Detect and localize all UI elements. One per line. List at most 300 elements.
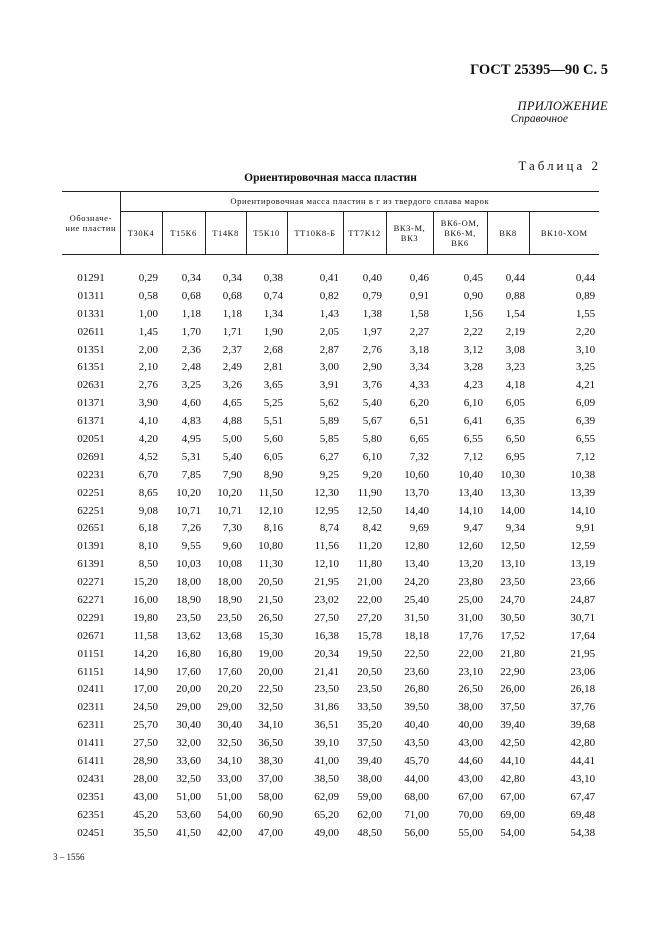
- mass-value-cell: 20,50: [357, 665, 382, 678]
- mass-value-cell: 19,00: [258, 647, 283, 660]
- mass-value-cell: 5,00: [222, 432, 242, 445]
- mass-value-cell: 13,10: [500, 558, 525, 571]
- mass-value-cell: 0,40: [362, 271, 382, 284]
- mass-value-cell: 0,68: [181, 289, 201, 302]
- mass-value-cell: 6,65: [409, 432, 429, 445]
- mass-value-cell: 14,90: [133, 665, 158, 678]
- column-header: ТТ7К12: [343, 212, 386, 255]
- mass-value-cell: 27,50: [314, 611, 339, 624]
- mass-value-cell: 0,68: [222, 289, 242, 302]
- mass-value-cell: 6,39: [575, 415, 596, 428]
- mass-value-cell: 6,10: [362, 450, 382, 463]
- mass-value-cell: 32,50: [176, 772, 201, 785]
- table-row: [62, 502, 599, 520]
- plate-designation-cell: 02231: [77, 468, 105, 481]
- mass-value-cell: 11,50: [258, 486, 283, 499]
- mass-value-cell: 14,40: [404, 504, 429, 517]
- mass-value-cell: 8,10: [138, 540, 158, 553]
- mass-value-cell: 5,40: [362, 397, 382, 410]
- mass-value-cell: 43,00: [458, 772, 483, 785]
- mass-value-cell: 25,00: [458, 593, 483, 606]
- mass-value-cell: 0,38: [263, 271, 283, 284]
- mass-value-cell: 19,80: [133, 611, 158, 624]
- mass-value-cell: 0,44: [505, 271, 525, 284]
- mass-value-cell: 37,00: [258, 772, 283, 785]
- mass-value-cell: 26,80: [404, 683, 429, 696]
- mass-value-cell: 26,00: [500, 683, 525, 696]
- mass-value-cell: 3,08: [505, 343, 525, 356]
- mass-value-cell: 43,10: [570, 772, 596, 785]
- mass-value-cell: 20,34: [314, 647, 339, 660]
- mass-value-cell: 21,50: [258, 593, 283, 606]
- mass-value-cell: 9,47: [463, 522, 483, 535]
- mass-value-cell: 43,50: [404, 737, 429, 750]
- mass-value-cell: 49,00: [314, 826, 339, 839]
- mass-value-cell: 67,47: [570, 790, 596, 803]
- mass-value-cell: 41,50: [176, 826, 201, 839]
- mass-value-cell: 1,18: [181, 307, 201, 320]
- mass-table: [62, 191, 599, 842]
- mass-value-cell: 59,00: [357, 790, 382, 803]
- mass-value-cell: 2,27: [409, 325, 429, 338]
- mass-value-cell: 5,60: [263, 432, 283, 445]
- mass-value-cell: 22,00: [458, 647, 483, 660]
- mass-value-cell: 7,12: [463, 450, 483, 463]
- mass-value-cell: 42,80: [570, 737, 596, 750]
- mass-value-cell: 41,00: [314, 754, 339, 767]
- mass-value-cell: 4,60: [181, 397, 201, 410]
- table-row: [62, 680, 599, 698]
- mass-value-cell: 6,55: [575, 432, 596, 445]
- column-header: Т15К6: [162, 212, 205, 255]
- mass-value-cell: 3,76: [362, 379, 382, 392]
- mass-value-cell: 9,20: [362, 468, 382, 481]
- mass-value-cell: 7,30: [222, 522, 242, 535]
- mass-value-cell: 53,60: [176, 808, 201, 821]
- mass-value-cell: 11,80: [357, 558, 382, 571]
- mass-value-cell: 2,68: [263, 343, 283, 356]
- mass-value-cell: 21,41: [314, 665, 339, 678]
- mass-value-cell: 43,00: [458, 737, 483, 750]
- mass-value-cell: 24,70: [500, 593, 525, 606]
- mass-value-cell: 31,00: [458, 611, 483, 624]
- mass-value-cell: 6,95: [505, 450, 525, 463]
- mass-value-cell: 30,71: [570, 611, 596, 624]
- mass-value-cell: 16,38: [314, 629, 339, 642]
- mass-value-cell: 6,50: [505, 432, 525, 445]
- mass-value-cell: 44,41: [570, 754, 596, 767]
- mass-value-cell: 0,90: [463, 289, 483, 302]
- mass-value-cell: 18,00: [176, 576, 201, 589]
- mass-value-cell: 45,70: [404, 754, 429, 767]
- table-row: [62, 734, 599, 752]
- mass-value-cell: 37,50: [500, 701, 525, 714]
- table-row: [62, 537, 599, 555]
- mass-value-cell: 1,54: [505, 307, 525, 320]
- mass-value-cell: 32,50: [217, 737, 242, 750]
- mass-value-cell: 38,30: [258, 754, 283, 767]
- mass-value-cell: 1,43: [319, 307, 339, 320]
- mass-value-cell: 0,46: [409, 271, 429, 284]
- mass-value-cell: 26,50: [258, 611, 283, 624]
- mass-value-cell: 16,00: [133, 593, 158, 606]
- mass-value-cell: 9,91: [575, 522, 596, 535]
- table-row: [62, 788, 599, 806]
- mass-value-cell: 30,40: [217, 719, 242, 732]
- mass-value-cell: 2,81: [263, 361, 283, 374]
- plate-designation-cell: 01411: [77, 737, 105, 750]
- mass-value-cell: 23,60: [404, 665, 429, 678]
- mass-value-cell: 4,21: [575, 379, 596, 392]
- mass-value-cell: 33,00: [217, 772, 242, 785]
- mass-value-cell: 21,80: [500, 647, 525, 660]
- mass-value-cell: 12,80: [404, 540, 429, 553]
- mass-value-cell: 10,38: [570, 468, 596, 481]
- mass-value-cell: 10,60: [404, 468, 429, 481]
- mass-value-cell: 6,05: [263, 450, 283, 463]
- table-row: [62, 770, 599, 788]
- mass-value-cell: 2,19: [505, 325, 525, 338]
- plate-designation-cell: 61151: [77, 665, 105, 678]
- mass-value-cell: 35,20: [357, 719, 382, 732]
- column-header: ВК10-ХОМ: [529, 212, 599, 255]
- mass-value-cell: 54,00: [217, 808, 242, 821]
- mass-value-cell: 3,91: [319, 379, 339, 392]
- mass-value-cell: 18,90: [176, 593, 201, 606]
- mass-value-cell: 6,27: [319, 450, 339, 463]
- table-row: [62, 412, 599, 430]
- mass-value-cell: 12,10: [258, 504, 283, 517]
- mass-value-cell: 5,51: [263, 415, 283, 428]
- mass-value-cell: 68,00: [404, 790, 429, 803]
- mass-value-cell: 5,25: [263, 397, 283, 410]
- mass-value-cell: 17,60: [176, 665, 201, 678]
- mass-value-cell: 6,10: [463, 397, 483, 410]
- table-body: [62, 255, 599, 842]
- mass-value-cell: 3,18: [409, 343, 429, 356]
- mass-value-cell: 40,00: [458, 719, 483, 732]
- mass-value-cell: 7,32: [409, 450, 429, 463]
- mass-value-cell: 19,50: [357, 647, 382, 660]
- mass-value-cell: 0,79: [362, 289, 382, 302]
- mass-value-cell: 3,65: [263, 379, 283, 392]
- mass-value-cell: 4,95: [181, 432, 201, 445]
- mass-value-cell: 32,00: [176, 737, 201, 750]
- plate-designation-cell: 02651: [77, 522, 105, 535]
- column-header: Т30К4: [120, 212, 162, 255]
- mass-value-cell: 13,40: [404, 558, 429, 571]
- mass-value-cell: 26,50: [458, 683, 483, 696]
- mass-value-cell: 36,50: [258, 737, 283, 750]
- mass-value-cell: 1,58: [409, 307, 429, 320]
- mass-value-cell: 70,00: [458, 808, 483, 821]
- mass-value-cell: 39,10: [314, 737, 339, 750]
- first-column-header: Обозначе-ние пластин: [62, 192, 120, 255]
- plate-designation-cell: 02311: [77, 701, 105, 714]
- mass-value-cell: 20,00: [176, 683, 201, 696]
- mass-value-cell: 3,90: [138, 397, 158, 410]
- mass-value-cell: 17,76: [458, 629, 483, 642]
- mass-value-cell: 22,50: [404, 647, 429, 660]
- mass-value-cell: 4,18: [505, 379, 525, 392]
- mass-value-cell: 3,12: [463, 343, 483, 356]
- mass-value-cell: 10,08: [217, 558, 242, 571]
- table-row: [62, 519, 599, 537]
- mass-value-cell: 2,87: [319, 343, 339, 356]
- mass-value-cell: 17,00: [133, 683, 158, 696]
- mass-value-cell: 10,71: [176, 504, 201, 517]
- mass-value-cell: 23,50: [357, 683, 382, 696]
- table-row: [62, 806, 599, 824]
- mass-value-cell: 11,58: [133, 629, 158, 642]
- mass-value-cell: 2,05: [319, 325, 339, 338]
- mass-value-cell: 26,18: [570, 683, 596, 696]
- mass-value-cell: 33,60: [176, 754, 201, 767]
- plate-designation-cell: 02671: [77, 629, 105, 642]
- table-row: [62, 323, 599, 341]
- mass-value-cell: 15,30: [258, 629, 283, 642]
- column-header: Т5К10: [246, 212, 287, 255]
- plate-designation-cell: 01331: [77, 307, 105, 320]
- plate-designation-cell: 61411: [77, 754, 105, 767]
- mass-value-cell: 3,34: [409, 361, 429, 374]
- table-row: [62, 466, 599, 484]
- table-row: [62, 627, 599, 645]
- plate-designation-cell: 02051: [77, 432, 105, 445]
- mass-value-cell: 35,50: [133, 826, 158, 839]
- mass-value-cell: 8,65: [138, 486, 158, 499]
- mass-value-cell: 11,20: [357, 540, 382, 553]
- table-row: [62, 645, 599, 663]
- mass-value-cell: 4,83: [181, 415, 201, 428]
- mass-value-cell: 0,34: [181, 271, 201, 284]
- mass-value-cell: 2,36: [181, 343, 201, 356]
- mass-value-cell: 23,50: [314, 683, 339, 696]
- mass-value-cell: 25,70: [133, 719, 158, 732]
- mass-value-cell: 2,49: [222, 361, 242, 374]
- mass-value-cell: 12,30: [314, 486, 339, 499]
- mass-value-cell: 48,50: [357, 826, 382, 839]
- mass-value-cell: 47,00: [258, 826, 283, 839]
- mass-value-cell: 12,10: [314, 558, 339, 571]
- mass-value-cell: 12,50: [357, 504, 382, 517]
- table-row: [62, 591, 599, 609]
- mass-value-cell: 3,23: [505, 361, 525, 374]
- mass-value-cell: 22,90: [500, 665, 525, 678]
- table-row: [62, 255, 599, 287]
- mass-value-cell: 5,40: [222, 450, 242, 463]
- mass-value-cell: 12,95: [314, 504, 339, 517]
- mass-value-cell: 13,30: [500, 486, 525, 499]
- table-row: [62, 573, 599, 591]
- mass-value-cell: 0,91: [409, 289, 429, 302]
- column-header: ВК6-ОМ, ВК6-М, ВК6: [433, 212, 487, 255]
- mass-value-cell: 25,40: [404, 593, 429, 606]
- mass-value-cell: 0,29: [138, 271, 158, 284]
- mass-value-cell: 20,00: [258, 665, 283, 678]
- mass-value-cell: 62,00: [357, 808, 382, 821]
- table-row: [62, 341, 599, 359]
- mass-value-cell: 2,48: [181, 361, 201, 374]
- mass-value-cell: 51,00: [176, 790, 201, 803]
- mass-value-cell: 12,60: [458, 540, 483, 553]
- table-row: [62, 555, 599, 573]
- mass-value-cell: 14,10: [570, 504, 596, 517]
- plate-designation-cell: 02251: [77, 486, 105, 499]
- mass-value-cell: 5,31: [181, 450, 201, 463]
- mass-value-cell: 51,00: [217, 790, 242, 803]
- mass-value-cell: 18,00: [217, 576, 242, 589]
- mass-value-cell: 21,95: [314, 576, 339, 589]
- mass-value-cell: 1,18: [222, 307, 242, 320]
- mass-value-cell: 23,66: [570, 576, 596, 589]
- mass-value-cell: 22,00: [357, 593, 382, 606]
- mass-value-cell: 6,09: [575, 397, 596, 410]
- mass-value-cell: 11,90: [357, 486, 382, 499]
- mass-value-cell: 6,18: [138, 522, 158, 535]
- mass-value-cell: 6,20: [409, 397, 429, 410]
- mass-value-cell: 23,10: [458, 665, 483, 678]
- mass-value-cell: 21,00: [357, 576, 382, 589]
- mass-value-cell: 42,50: [500, 737, 525, 750]
- mass-value-cell: 24,87: [570, 593, 596, 606]
- mass-value-cell: 17,64: [570, 629, 596, 642]
- mass-value-cell: 11,30: [258, 558, 283, 571]
- mass-value-cell: 14,20: [133, 647, 158, 660]
- mass-value-cell: 67,00: [458, 790, 483, 803]
- table-row: [62, 752, 599, 770]
- mass-value-cell: 2,00: [138, 343, 158, 356]
- mass-value-cell: 5,89: [319, 415, 339, 428]
- plate-designation-cell: 01371: [77, 397, 105, 410]
- mass-value-cell: 30,50: [500, 611, 525, 624]
- mass-value-cell: 9,34: [505, 522, 525, 535]
- mass-value-cell: 28,00: [133, 772, 158, 785]
- mass-value-cell: 60,90: [258, 808, 283, 821]
- print-mark: 3 – 1556: [53, 852, 85, 862]
- mass-value-cell: 29,00: [176, 701, 201, 714]
- mass-value-cell: 1,38: [362, 307, 382, 320]
- mass-value-cell: 4,65: [222, 397, 242, 410]
- mass-value-cell: 2,37: [222, 343, 242, 356]
- mass-value-cell: 10,71: [217, 504, 242, 517]
- mass-value-cell: 42,80: [500, 772, 525, 785]
- mass-value-cell: 0,58: [138, 289, 158, 302]
- mass-value-cell: 8,74: [319, 522, 339, 535]
- plate-designation-cell: 61351: [77, 361, 105, 374]
- mass-value-cell: 24,20: [404, 576, 429, 589]
- mass-value-cell: 24,50: [133, 701, 158, 714]
- table-row: [62, 663, 599, 681]
- mass-value-cell: 54,00: [500, 826, 525, 839]
- mass-value-cell: 1,71: [222, 325, 242, 338]
- mass-value-cell: 9,55: [181, 540, 201, 553]
- mass-value-cell: 1,55: [575, 307, 596, 320]
- plate-designation-cell: 01311: [77, 289, 105, 302]
- mass-value-cell: 11,56: [314, 540, 339, 553]
- table-row: [62, 698, 599, 716]
- mass-value-cell: 0,41: [319, 271, 339, 284]
- table-row: [62, 305, 599, 323]
- mass-value-cell: 10,80: [258, 540, 283, 553]
- mass-value-cell: 8,16: [263, 522, 283, 535]
- mass-value-cell: 22,50: [258, 683, 283, 696]
- mass-value-cell: 62,09: [314, 790, 339, 803]
- plate-designation-cell: 62351: [77, 808, 105, 821]
- mass-value-cell: 55,00: [458, 826, 483, 839]
- mass-value-cell: 3,10: [575, 343, 596, 356]
- mass-value-cell: 4,88: [222, 415, 242, 428]
- table-row: [62, 824, 599, 842]
- mass-value-cell: 39,50: [404, 701, 429, 714]
- mass-value-cell: 69,00: [500, 808, 525, 821]
- mass-value-cell: 10,20: [176, 486, 201, 499]
- column-header: Т14К8: [205, 212, 246, 255]
- mass-value-cell: 0,82: [319, 289, 339, 302]
- table-row: [62, 716, 599, 734]
- mass-value-cell: 10,30: [500, 468, 525, 481]
- mass-value-cell: 0,34: [222, 271, 242, 284]
- mass-value-cell: 44,00: [404, 772, 429, 785]
- mass-value-cell: 23,02: [314, 593, 339, 606]
- plate-designation-cell: 02611: [77, 325, 105, 338]
- mass-value-cell: 40,40: [404, 719, 429, 732]
- mass-value-cell: 58,00: [258, 790, 283, 803]
- mass-value-cell: 43,00: [133, 790, 158, 803]
- mass-value-cell: 5,62: [319, 397, 339, 410]
- mass-value-cell: 7,85: [181, 468, 201, 481]
- mass-value-cell: 13,70: [404, 486, 429, 499]
- mass-value-cell: 15,20: [133, 576, 158, 589]
- mass-value-cell: 18,90: [217, 593, 242, 606]
- mass-value-cell: 4,23: [463, 379, 483, 392]
- mass-value-cell: 0,44: [575, 271, 596, 284]
- mass-value-cell: 10,20: [217, 486, 242, 499]
- mass-value-cell: 8,50: [138, 558, 158, 571]
- mass-value-cell: 5,80: [362, 432, 382, 445]
- mass-value-cell: 1,45: [138, 325, 158, 338]
- mass-value-cell: 20,50: [258, 576, 283, 589]
- mass-value-cell: 4,20: [138, 432, 158, 445]
- mass-value-cell: 3,28: [463, 361, 483, 374]
- plate-designation-cell: 02631: [77, 379, 105, 392]
- mass-value-cell: 4,33: [409, 379, 429, 392]
- mass-value-cell: 3,26: [222, 379, 242, 392]
- mass-value-cell: 1,56: [463, 307, 483, 320]
- mass-value-cell: 4,52: [138, 450, 158, 463]
- mass-value-cell: 10,03: [176, 558, 201, 571]
- mass-value-cell: 38,50: [314, 772, 339, 785]
- mass-value-cell: 38,00: [357, 772, 382, 785]
- mass-value-cell: 34,10: [217, 754, 242, 767]
- mass-value-cell: 7,12: [575, 450, 596, 463]
- mass-value-cell: 2,76: [138, 379, 158, 392]
- column-header: ВК3-М, ВК3: [386, 212, 433, 255]
- plate-designation-cell: 61391: [77, 558, 105, 571]
- plate-designation-cell: 02271: [77, 576, 105, 589]
- mass-value-cell: 2,10: [138, 361, 158, 374]
- plate-designation-cell: 01291: [77, 271, 105, 284]
- table-row: [62, 287, 599, 305]
- mass-value-cell: 14,10: [458, 504, 483, 517]
- mass-value-cell: 6,35: [505, 415, 525, 428]
- mass-value-cell: 0,45: [463, 271, 483, 284]
- mass-value-cell: 39,40: [500, 719, 525, 732]
- mass-value-cell: 16,80: [176, 647, 201, 660]
- mass-value-cell: 65,20: [314, 808, 339, 821]
- mass-value-cell: 13,19: [570, 558, 596, 571]
- table-row: [62, 430, 599, 448]
